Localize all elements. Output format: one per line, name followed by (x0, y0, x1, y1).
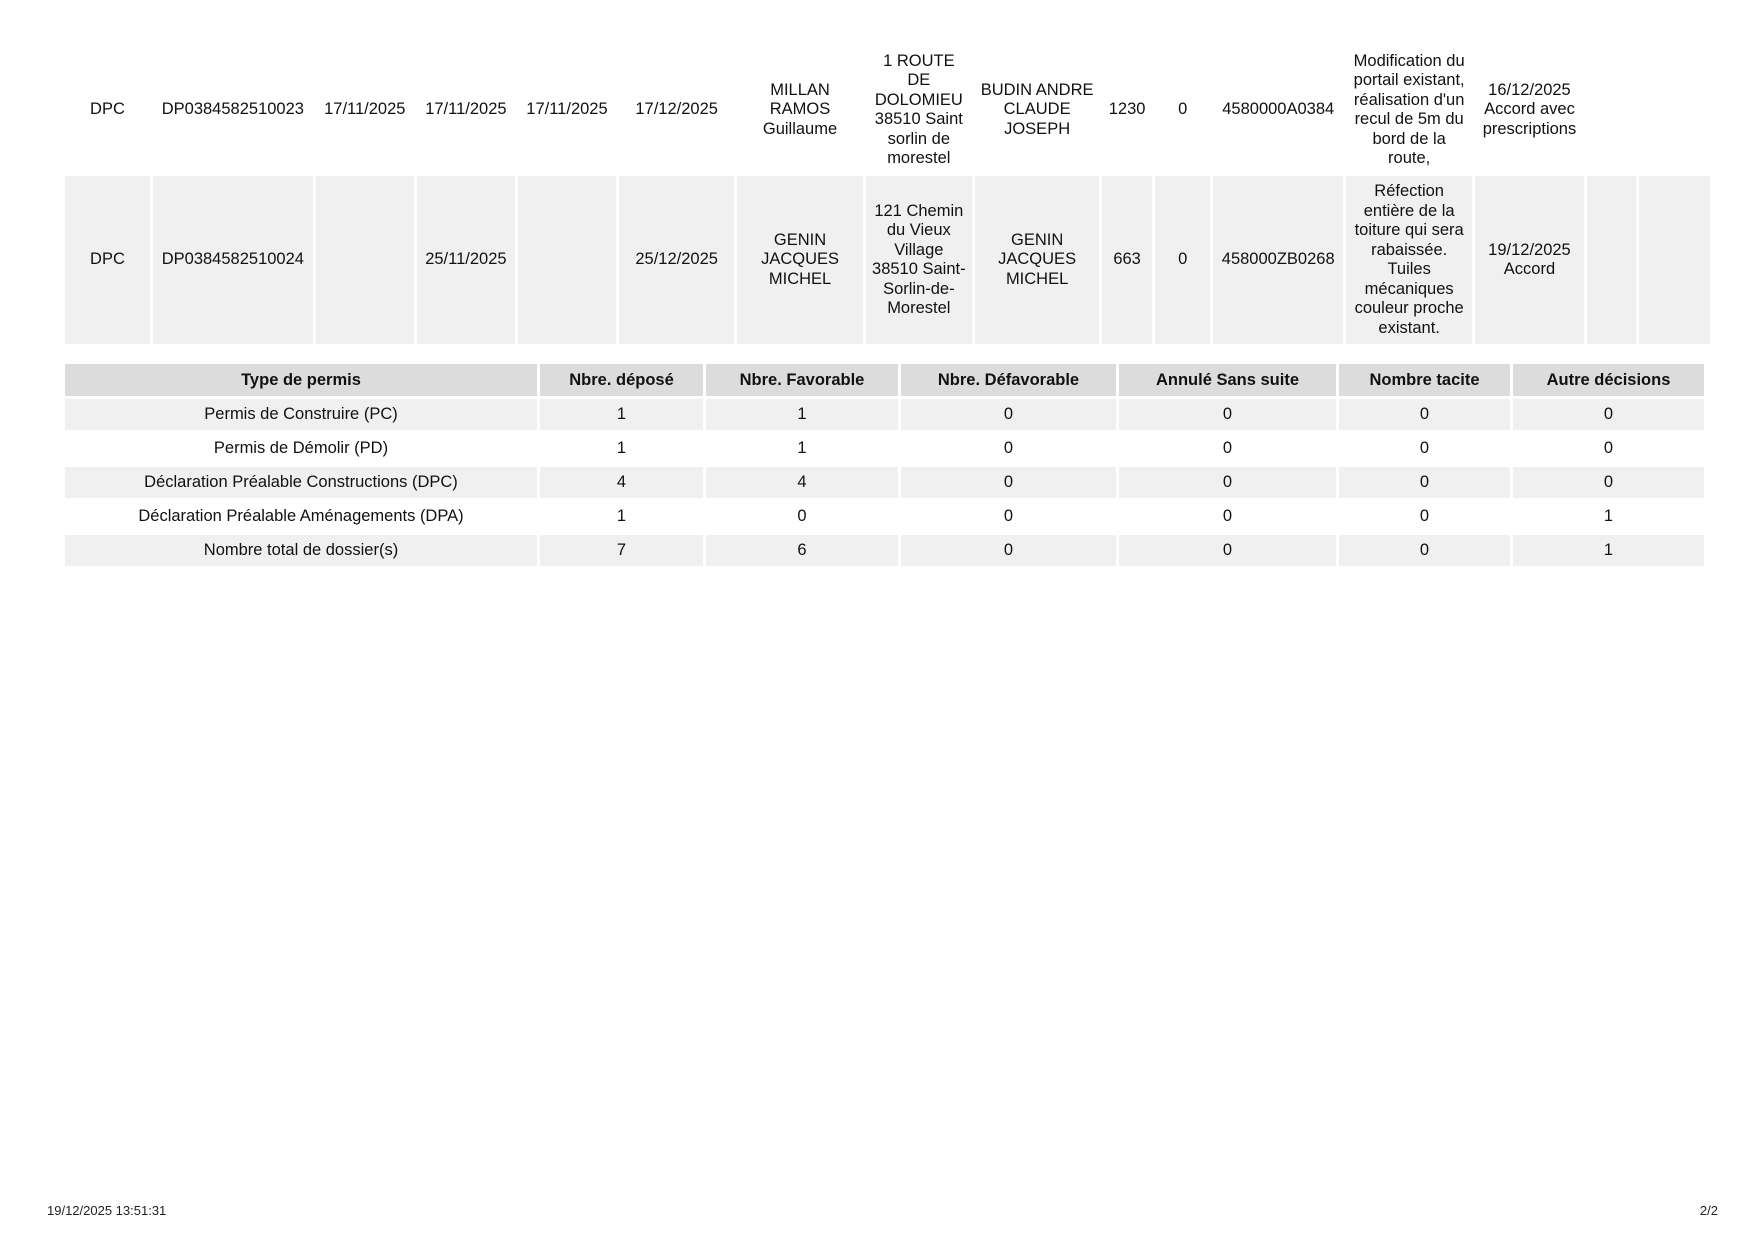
dossier-decision: 19/12/2025 Accord (1475, 176, 1583, 344)
dossier-address: 121 Chemin du Vieux Village 38510 Saint-Sorlin-de-Morestel (866, 176, 972, 344)
count-favorable: 4 (706, 467, 898, 498)
dossier-date (316, 176, 414, 344)
dossier-date: 17/11/2025 (316, 47, 414, 173)
count-other: 0 (1513, 399, 1704, 430)
dossier-number: DP0384582510023 (153, 47, 313, 173)
count-unfavorable: 0 (901, 399, 1116, 430)
dossier-object: Modification du portail existant, réalisation d'un recul de 5m du bord de la route, (1346, 47, 1472, 173)
count-cancelled: 0 (1119, 501, 1336, 532)
count-tacit: 0 (1339, 501, 1510, 532)
print-timestamp: 19/12/2025 13:51:31 (47, 1203, 167, 1218)
column-header-other: Autre décisions (1513, 364, 1704, 396)
dossier-date: 17/11/2025 (417, 47, 515, 173)
count-unfavorable: 0 (901, 467, 1116, 498)
dossier-type: DPC (65, 176, 150, 344)
dossier-value: 0 (1155, 176, 1211, 344)
count-deposited: 1 (540, 501, 703, 532)
count-deposited: 1 (540, 399, 703, 430)
permit-type: Permis de Démolir (PD) (65, 433, 537, 464)
column-header-type: Type de permis (65, 364, 537, 396)
dossier-extra (1639, 47, 1710, 173)
count-cancelled: 0 (1119, 433, 1336, 464)
summary-table (62, 361, 1707, 569)
dossier-applicant: MILLAN RAMOS Guillaume (737, 47, 862, 173)
dossier-owner: BUDIN ANDRE CLAUDE JOSEPH (975, 47, 1099, 173)
count-other: 0 (1513, 467, 1704, 498)
dossier-address: 1 ROUTE DE DOLOMIEU 38510 Saint sorlin de morestel (866, 47, 972, 173)
dossier-date: 25/12/2025 (619, 176, 734, 344)
dossier-surface: 663 (1102, 176, 1152, 344)
dossier-date (518, 176, 616, 344)
column-header-tacit: Nombre tacite (1339, 364, 1510, 396)
table-row (65, 467, 1704, 498)
table-row (65, 501, 1704, 532)
dossier-extra (1587, 47, 1637, 173)
count-favorable: 1 (706, 399, 898, 430)
dossier-date: 17/11/2025 (518, 47, 616, 173)
count-favorable: 6 (706, 535, 898, 566)
count-tacit: 0 (1339, 399, 1510, 430)
column-header-cancelled: Annulé Sans suite (1119, 364, 1336, 396)
column-header-favorable: Nbre. Favorable (706, 364, 898, 396)
count-cancelled: 0 (1119, 467, 1336, 498)
dossier-object: Réfection entière de la toiture qui sera rabaissée. Tuiles mécaniques couleur proche existant. (1346, 176, 1472, 344)
count-unfavorable: 0 (901, 501, 1116, 532)
dossier-extra (1639, 176, 1710, 344)
dossier-surface: 1230 (1102, 47, 1152, 173)
table-row (65, 176, 1710, 344)
count-tacit: 0 (1339, 433, 1510, 464)
column-header-deposited: Nbre. déposé (540, 364, 703, 396)
summary-total-row (65, 535, 1704, 566)
permit-type: Nombre total de dossier(s) (65, 535, 537, 566)
page-number: 2/2 (1699, 1203, 1718, 1218)
dossier-owner: GENIN JACQUES MICHEL (975, 176, 1099, 344)
table-row (65, 47, 1710, 173)
permit-type: Permis de Construire (PC) (65, 399, 537, 430)
count-deposited: 7 (540, 535, 703, 566)
dossier-table (62, 44, 1713, 347)
dossier-decision: 16/12/2025 Accord avec prescriptions (1475, 47, 1583, 173)
count-tacit: 0 (1339, 535, 1510, 566)
count-other: 1 (1513, 535, 1704, 566)
dossier-date: 17/12/2025 (619, 47, 734, 173)
count-favorable: 0 (706, 501, 898, 532)
count-favorable: 1 (706, 433, 898, 464)
count-tacit: 0 (1339, 467, 1510, 498)
count-unfavorable: 0 (901, 433, 1116, 464)
dossier-parcel: 458000ZB0268 (1213, 176, 1342, 344)
count-cancelled: 0 (1119, 399, 1336, 430)
dossier-applicant: GENIN JACQUES MICHEL (737, 176, 862, 344)
count-deposited: 1 (540, 433, 703, 464)
dossier-value: 0 (1155, 47, 1211, 173)
count-unfavorable: 0 (901, 535, 1116, 566)
dossier-parcel: 4580000A0384 (1213, 47, 1342, 173)
count-other: 0 (1513, 433, 1704, 464)
count-cancelled: 0 (1119, 535, 1336, 566)
permit-type: Déclaration Préalable Constructions (DPC) (65, 467, 537, 498)
table-row (65, 399, 1704, 430)
dossier-date: 25/11/2025 (417, 176, 515, 344)
count-other: 1 (1513, 501, 1704, 532)
table-row (65, 433, 1704, 464)
summary-header-row (65, 364, 1704, 396)
count-deposited: 4 (540, 467, 703, 498)
permit-type: Déclaration Préalable Aménagements (DPA) (65, 501, 537, 532)
column-header-unfavorable: Nbre. Défavorable (901, 364, 1116, 396)
dossier-type: DPC (65, 47, 150, 173)
dossier-number: DP0384582510024 (153, 176, 313, 344)
dossier-extra (1587, 176, 1637, 344)
